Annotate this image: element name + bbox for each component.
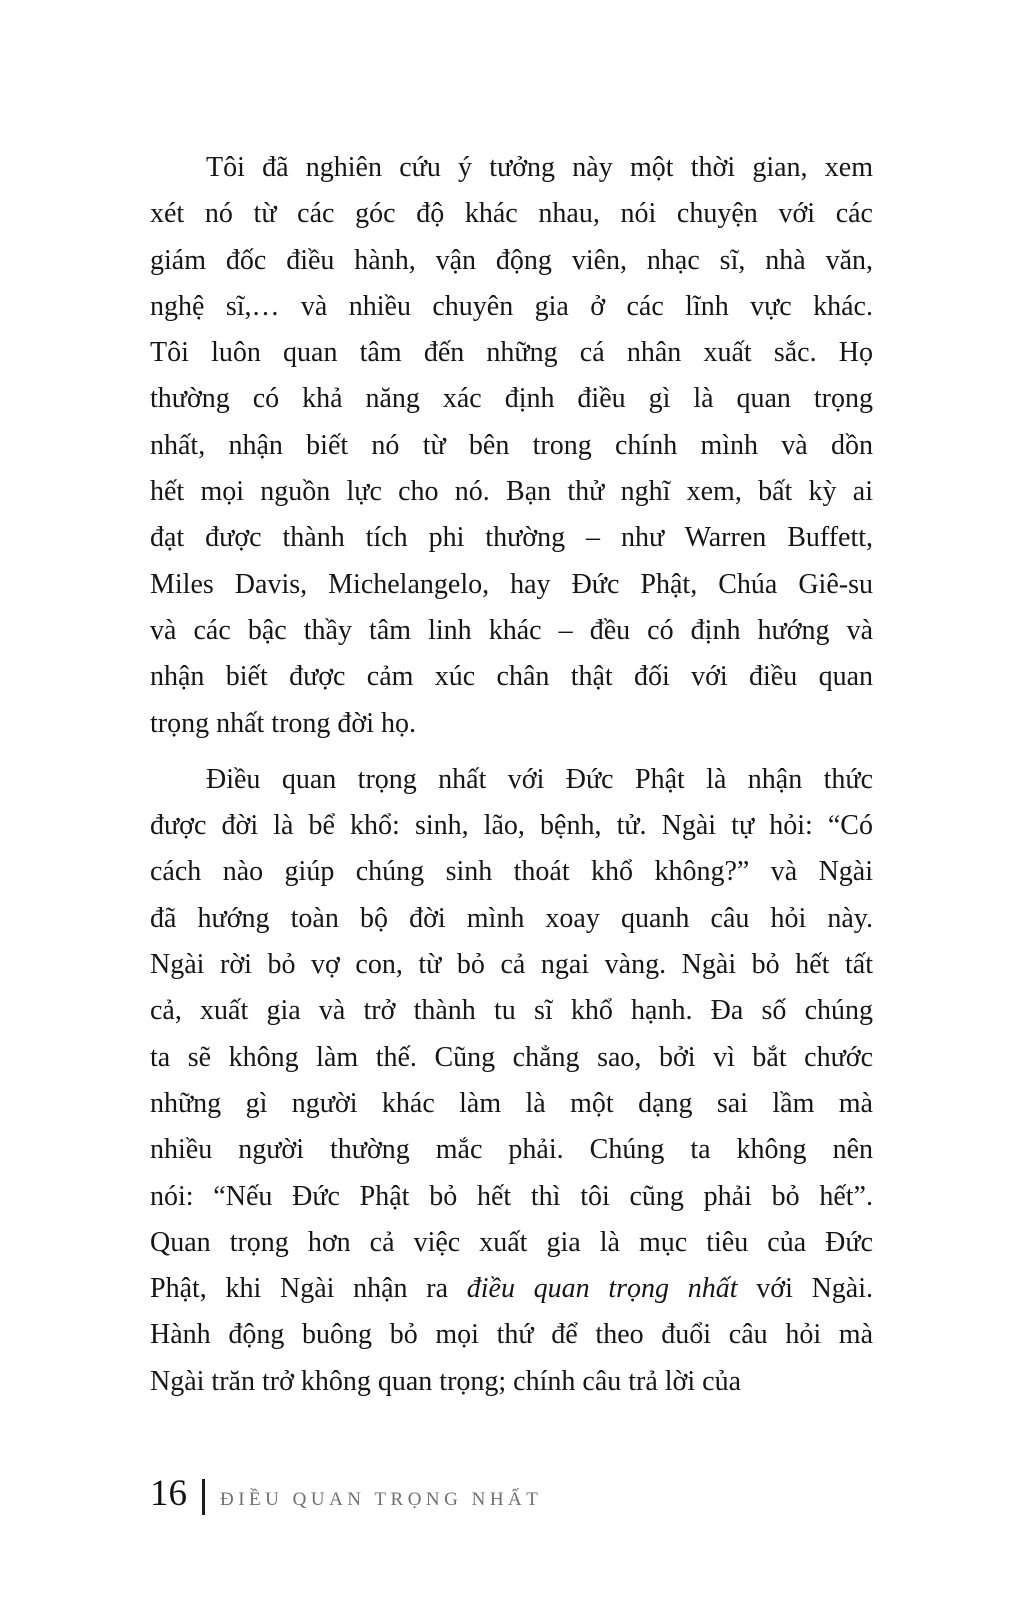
text-line: những gì người khác làm là một dạng sai lầm mà: [150, 1087, 873, 1119]
running-footer-title: ĐIỀU QUAN TRỌNG NHẤT: [220, 1489, 543, 1511]
text-line: đã hướng toàn bộ đời mình xoay quanh câu hỏi này.: [150, 902, 873, 934]
page-number: 16: [150, 1473, 187, 1515]
text-line: Quan trọng hơn cả việc xuất gia là mục tiêu của Đức: [150, 1226, 873, 1258]
emphasized-text: điều quan trọng nhất: [466, 1273, 738, 1305]
paragraph-1: [150, 145, 873, 747]
text-line: đạt được thành tích phi thường – như Warren Buffett,: [150, 522, 873, 554]
page-footer: [150, 1475, 1024, 1515]
text-line: Ngài trăn trở không quan trọng; chính câu trả lời của: [150, 1365, 741, 1397]
text-line: nói: “Nếu Đức Phật bỏ hết thì tôi cũng phải bỏ hết”.: [150, 1180, 873, 1212]
footer-divider: [202, 1479, 205, 1515]
text-line: cả, xuất gia và trở thành tu sĩ khổ hạnh. Đa số chúng: [150, 995, 873, 1027]
text-line: nghệ sĩ,… và nhiều chuyên gia ở các lĩnh vực khác.: [150, 290, 873, 322]
text-line: thường có khả năng xác định điều gì là quan trọng: [150, 383, 873, 415]
text-line: ta sẽ không làm thế. Cũng chẳng sao, bởi vì bắt chước: [150, 1041, 873, 1073]
text-line: Điều quan trọng nhất với Đức Phật là nhận thức: [206, 763, 873, 795]
text-line: Tôi luôn quan tâm đến những cá nhân xuất sắc. Họ: [150, 337, 873, 369]
text-line: hết mọi nguồn lực cho nó. Bạn thử nghĩ xem, bất kỳ ai: [150, 476, 873, 508]
text-line: cách nào giúp chúng sinh thoát khổ không?” và Ngài: [150, 856, 873, 888]
text-line: Hành động buông bỏ mọi thứ để theo đuổi câu hỏi mà: [150, 1319, 873, 1351]
text-line: Tôi đã nghiên cứu ý tưởng này một thời gian, xem: [206, 152, 873, 183]
text-line: nhiều người thường mắc phải. Chúng ta không nên: [150, 1134, 873, 1166]
text-line: nhất, nhận biết nó từ bên trong chính mình và dồn: [150, 429, 873, 461]
paragraph-2: [150, 757, 873, 1405]
text-line: được đời là bể khổ: sinh, lão, bệnh, tử. Ngài tự hỏi: “Có: [150, 810, 873, 842]
text-line: nhận biết được cảm xúc chân thật đối với điều quan: [150, 661, 873, 693]
text-line: Ngài rời bỏ vợ con, từ bỏ cả ngai vàng. Ngài bỏ hết tất: [150, 949, 873, 981]
text-line: trọng nhất trong đời họ.: [150, 707, 416, 739]
text-segment: Phật, khi Ngài nhận ra: [150, 1273, 467, 1305]
text-line: giám đốc điều hành, vận động viên, nhạc sĩ, nhà văn,: [150, 244, 873, 276]
text-line: và các bậc thầy tâm linh khác – đều có định hướng và: [150, 614, 873, 646]
text-line: Miles Davis, Michelangelo, hay Đức Phật, Chúa Giê-su: [150, 568, 873, 600]
text-segment: với Ngài.: [737, 1273, 874, 1305]
text-line: xét nó từ các góc độ khác nhau, nói chuyện với các: [150, 198, 873, 230]
text-line-with-emphasis: [150, 1266, 873, 1312]
